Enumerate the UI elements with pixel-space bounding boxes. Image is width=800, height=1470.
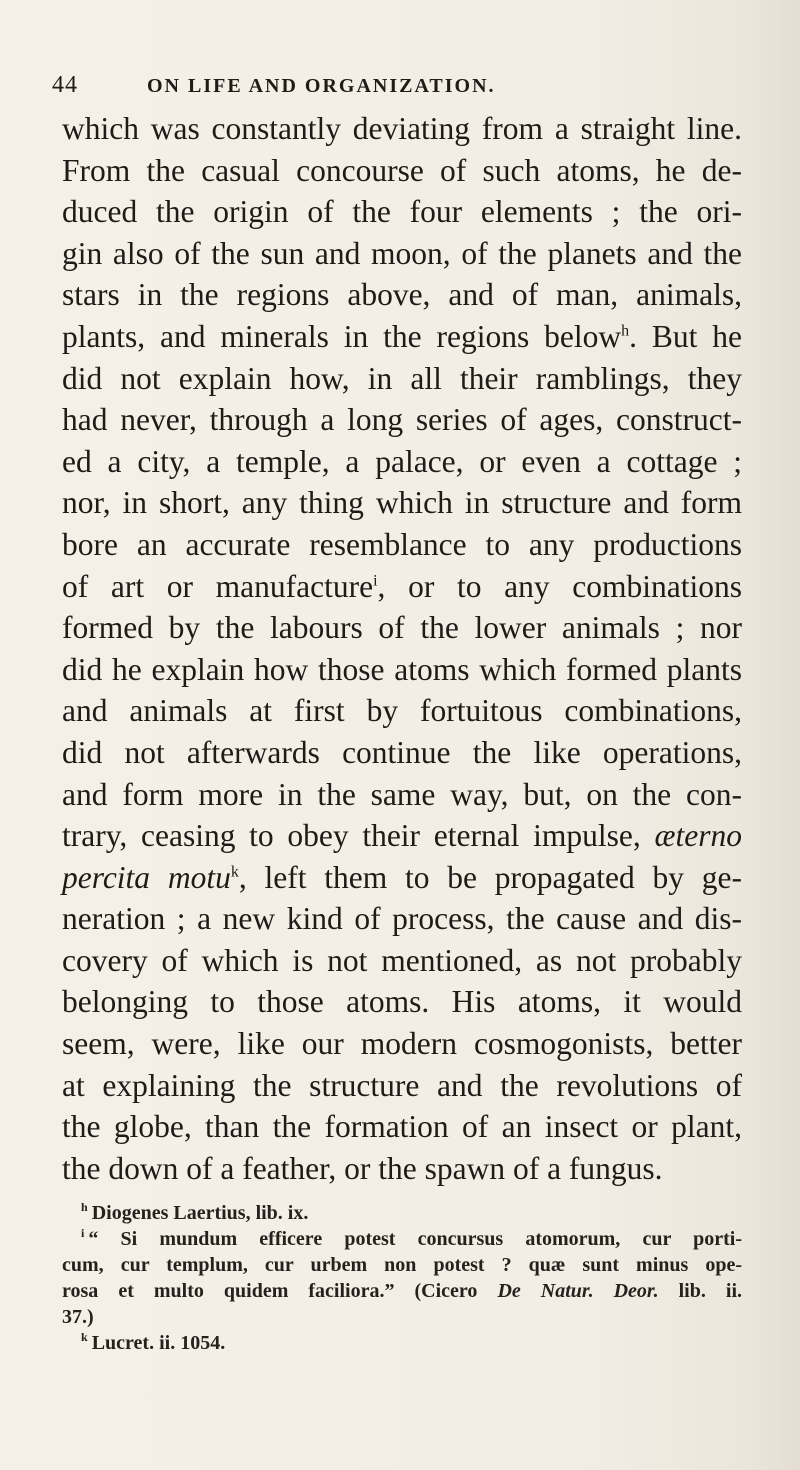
text-line: nor, in short, any thing which in structure and form [62, 485, 742, 521]
text-segment: , or to any combinations [377, 568, 742, 604]
text-line: covery of which is not mentioned, as not probably [62, 942, 742, 978]
footnote-ref-h: h [621, 322, 630, 340]
footnote-text: Lucret. ii. 1054. [91, 1332, 226, 1354]
main-text [62, 108, 742, 1189]
italic-phrase: percita motu [62, 859, 231, 895]
text-line: From the casual concourse of such atoms, he de- [62, 152, 742, 188]
text-line: bore an accurate resemblance to any productions [62, 526, 742, 562]
text-line [62, 566, 742, 608]
text-line: duced the origin of the four elements ; the ori- [62, 194, 742, 230]
text-line: and animals at first by fortuitous combinations, [62, 693, 742, 729]
text-line [62, 815, 742, 857]
text-line: at explaining the structure and the revolutions of [62, 1067, 742, 1103]
footnote-ref-k: k [230, 863, 239, 881]
text-segment: trary, ceasing to obey their eternal impulse, [62, 818, 655, 854]
footnote-line: cum, cur templum, cur urbem non potest ? quæ sunt minus ope- [62, 1254, 742, 1276]
text-line: and form more in the same way, but, on the con- [62, 776, 742, 812]
footnote-h [62, 1200, 742, 1226]
text-segment: , left them to be propagated by ge- [238, 859, 742, 895]
text-line: stars in the regions above, and of man, animals, [62, 277, 742, 313]
footnote-line [62, 1226, 742, 1252]
page-header [52, 72, 752, 104]
footnote-ref-i: i [373, 572, 378, 590]
text-line: seem, were, like our modern cosmogonists, better [62, 1026, 742, 1062]
footnote-mark: k [81, 1330, 88, 1345]
text-line: did he explain how those atoms which formed plants [62, 651, 742, 687]
italic-phrase: De Natur. Deor. [497, 1280, 659, 1302]
footnote-mark: h [81, 1200, 88, 1215]
italic-phrase: æterno [654, 818, 742, 854]
running-head: ON LIFE AND ORGANIZATION. [147, 75, 496, 97]
footnote-line [62, 1278, 742, 1304]
text-line: gin also of the sun and moon, of the planets and the [62, 235, 742, 271]
text-line: the globe, than the formation of an insect or plant, [62, 1109, 742, 1145]
text-line: belonging to those atoms. His atoms, it would [62, 984, 742, 1020]
footnote-line [62, 1200, 742, 1226]
text-line: neration ; a new kind of process, the cause and dis- [62, 901, 742, 937]
text-line: had never, through a long series of ages, construct- [62, 402, 742, 438]
text-segment: of art or manufacture [62, 568, 374, 604]
text-segment: plants, and minerals in the regions below [62, 318, 622, 354]
footnote-line: 37.) [62, 1306, 94, 1328]
footnote-k [62, 1330, 742, 1356]
text-line: did not explain how, in all their ramblings, they [62, 360, 742, 396]
text-line: ed a city, a temple, a palace, or even a cottage ; [62, 443, 742, 479]
footnotes [62, 1200, 742, 1356]
footnote-text: “ Si mundum efficere potest concursus atomorum, cur porti- [88, 1228, 742, 1250]
footnote-text: rosa et multo quidem faciliora.” (Cicero [62, 1280, 498, 1302]
footnote-mark: i [81, 1226, 85, 1241]
footnote-text: Diogenes Laertius, lib. ix. [91, 1202, 309, 1224]
text-line: which was constantly deviating from a straight line. [62, 111, 742, 146]
page-number: 44 [52, 72, 78, 98]
text-line [62, 857, 742, 899]
text-segment: . But he [629, 318, 743, 354]
footnote-line [62, 1330, 742, 1356]
footnote-text: lib. ii. [658, 1280, 742, 1302]
footnote-i [62, 1226, 742, 1330]
text-line: the down of a feather, or the spawn of a fungus. [62, 1150, 663, 1186]
text-line: did not afterwards continue the like operations, [62, 734, 742, 770]
text-line [62, 316, 742, 358]
text-line: formed by the labours of the lower animals ; nor [62, 610, 742, 646]
